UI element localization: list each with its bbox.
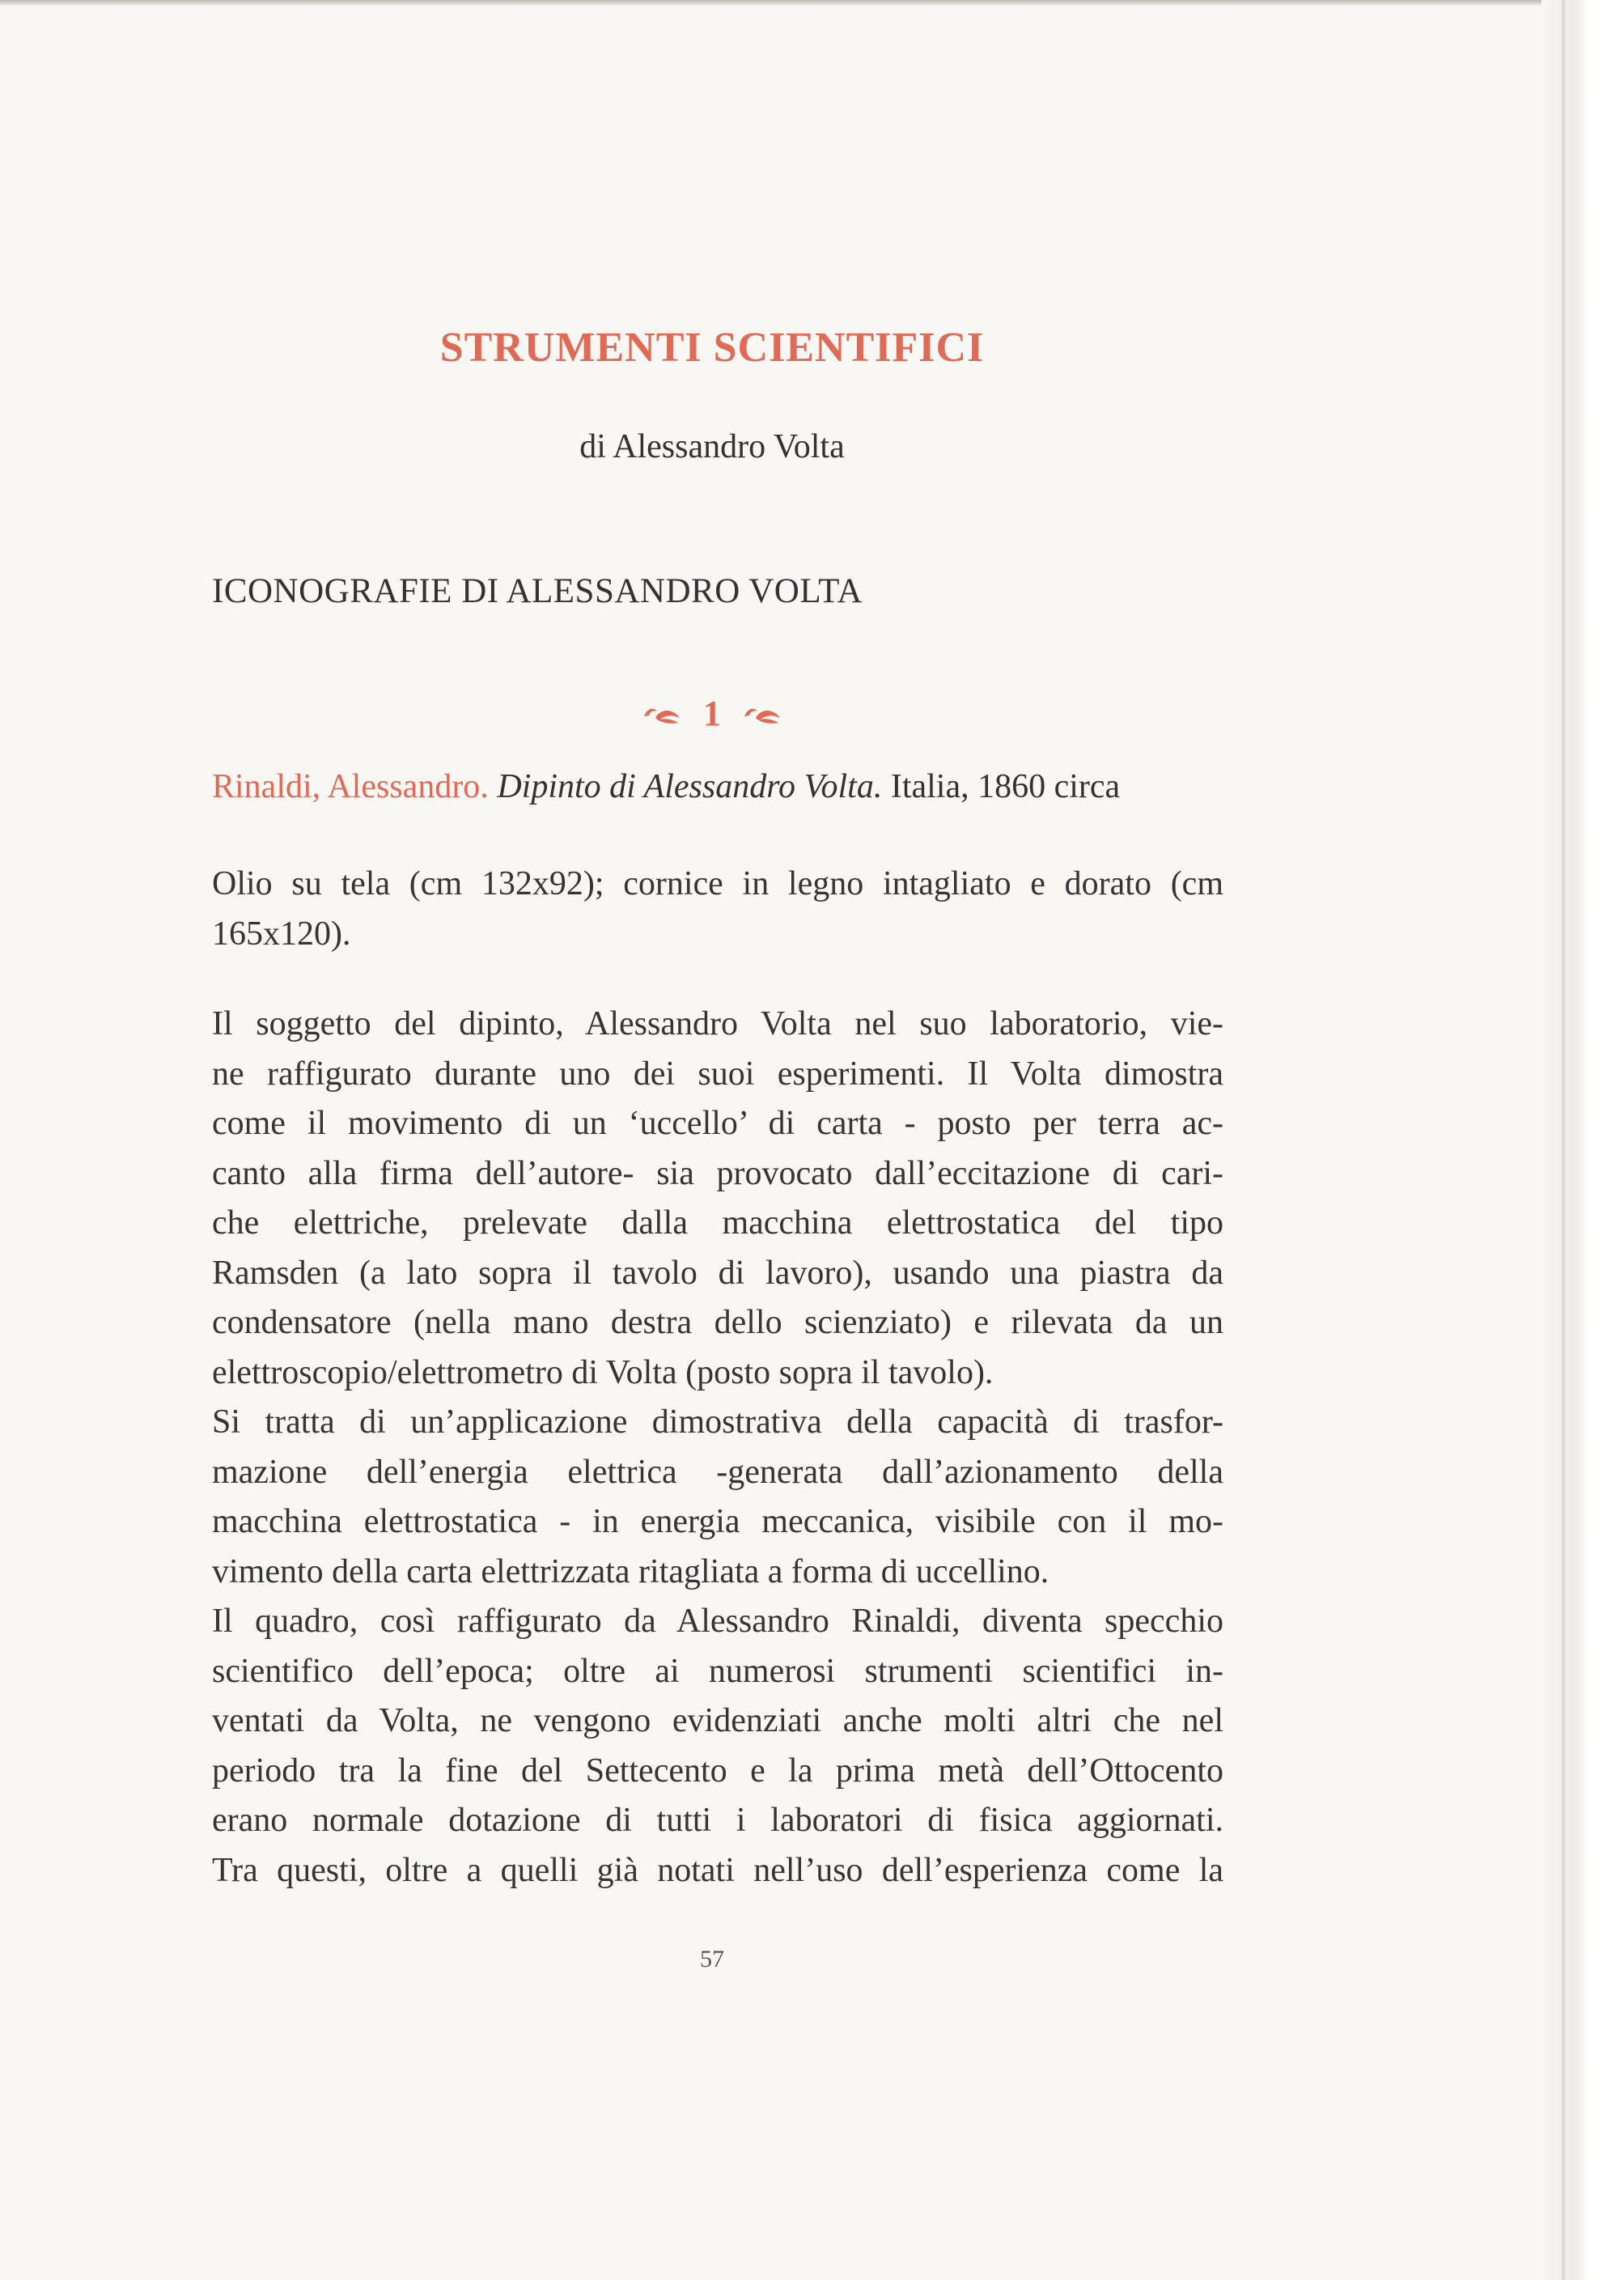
body-line: ventati da Volta, ne vengono evidenziati anche molti altri che nel [212,1702,1223,1739]
page-subtitle: di Alessandro Volta [579,428,845,465]
body-line: Il quadro, così raffigurato da Alessandro Rinaldi, diventa specchio [212,1603,1223,1640]
leaf-ornament-icon [741,702,783,726]
specs-line: 165x120). [212,915,351,953]
specs-line: Olio su tela (cm 132x92); cornice in legno intagliato e dorato (cm [212,865,1223,902]
page-top-edge [0,0,1586,6]
body-line: Il soggetto del dipinto, Alessandro Volta nel suo laboratorio, vie- [212,1005,1223,1042]
body-line: vimento della carta elettrizzata ritagliata a forma di uccellino. [212,1552,1049,1590]
body-line: Tra questi, oltre a quelli già notati nell’uso dell’esperienza come la [212,1851,1223,1889]
body-line: condensatore (nella mano destra dello scienziato) e rilevata da un [212,1304,1223,1341]
body-line: elettroscopio/elettrometro di Volta (posto sopra il tavolo). [212,1353,994,1391]
page-title: STRUMENTI SCIENTIFICI [439,325,985,371]
adjacent-page-edge [1541,0,1624,2280]
body-line: ne raffigurato durante uno dei suoi esperimenti. Il Volta dimostra [212,1055,1223,1093]
entry-author: Rinaldi, Alessandro. [212,768,489,805]
page-number: 57 [700,1946,724,1972]
entry-place-date: Italia, 1860 circa [890,768,1121,805]
body-line: mazione dell’energia elettrica -generata dall’azionamento della [212,1453,1223,1491]
body-line: che elettriche, prelevate dalla macchina elettrostatica del tipo [212,1204,1223,1242]
entry-work-title: Dipinto di Alessandro Volta. [497,768,883,805]
body-line: scientifico dell’epoca; oltre ai numerosi strumenti scientifici in- [212,1652,1223,1690]
body-line: macchina elettrostatica - in energia meccanica, visibile con il mo- [212,1503,1223,1540]
body-line: canto alla firma dell’autore- sia provocato dall’eccitazione di cari- [212,1154,1223,1192]
page-gutter-shadow [1562,0,1565,2280]
entry-description [212,1000,1223,1896]
section-heading: ICONOGRAFIE DI ALESSANDRO VOLTA [212,572,863,610]
catalog-entry-heading [212,766,1232,808]
entry-number: 1 [703,694,721,734]
body-line: erano normale dotazione di tutti i laboratori di fisica aggiornati. [212,1802,1223,1839]
leaf-ornament-icon [641,702,683,726]
body-line: Ramsden (a lato sopra il tavolo di lavoro), usando una piastra da [212,1254,1223,1292]
body-line: periodo tra la fine del Settecento e la prima metà dell’Ottocento [212,1751,1223,1790]
entry-number-ornament [0,690,1424,734]
entry-specs [212,860,1223,959]
body-line: come il movimento di un ‘uccello’ di carta - posto per terra ac- [212,1105,1223,1142]
body-line: Si tratta di un’applicazione dimostrativa della capacità di trasfor- [212,1403,1223,1441]
